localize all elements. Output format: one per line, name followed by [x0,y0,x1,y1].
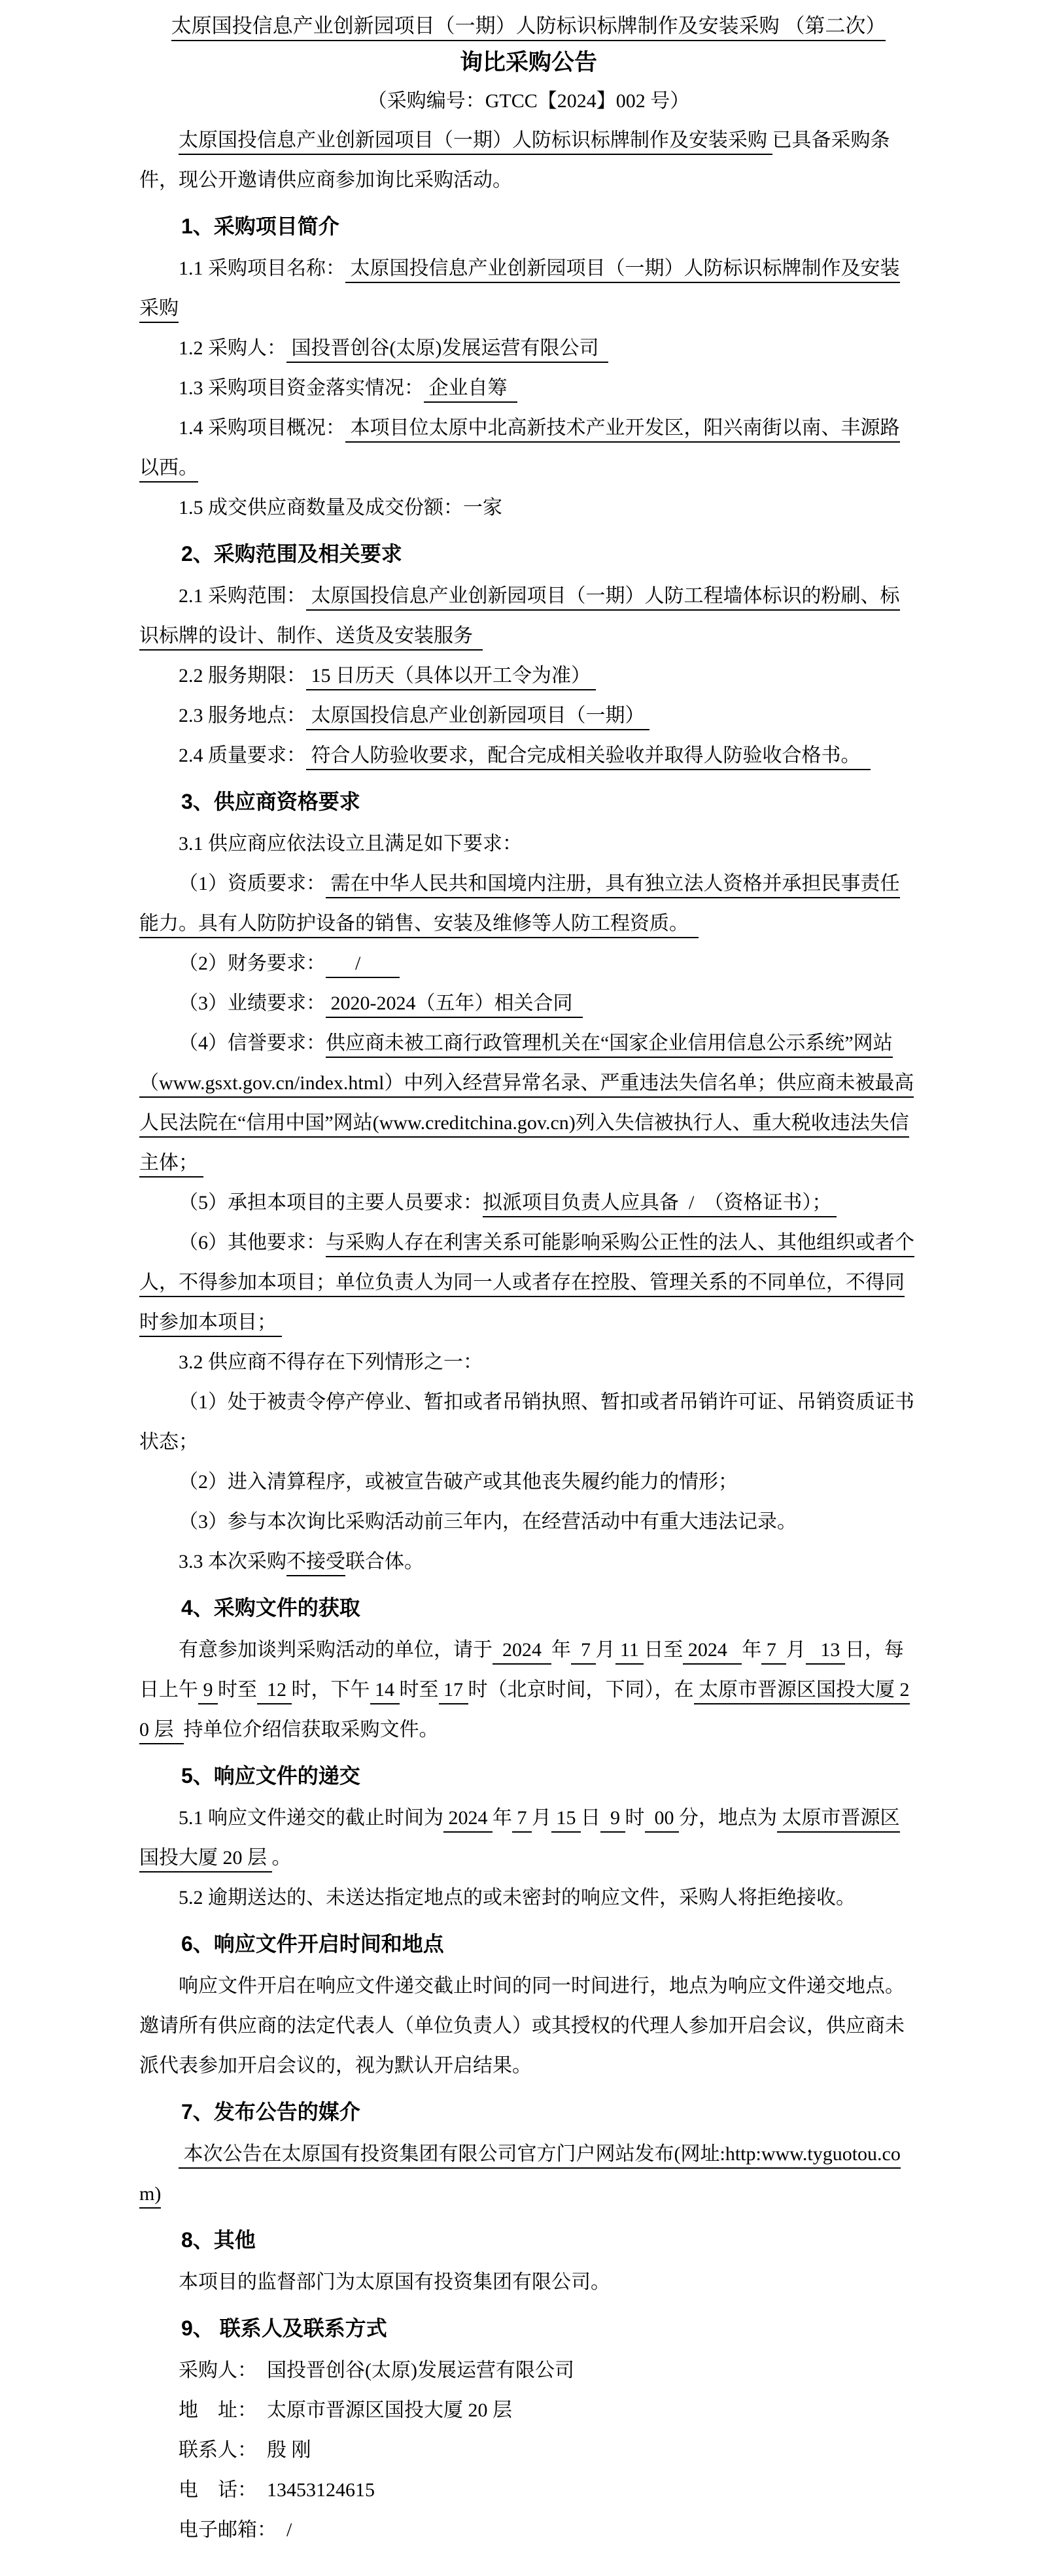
body-text: （3）参与本次询比采购活动前三年内，在经营活动中有重大违法记录。 [179,1511,797,1533]
underlined-field-text: 不接受 [286,1551,345,1576]
paragraph [139,736,918,775]
body-text: 1.5 成交供应商数量及成交份额：一家 [179,497,502,518]
paragraph [139,2470,918,2510]
underlined-field-text: 12 [257,1679,292,1704]
body-text: （3）业绩要求： [179,992,326,1014]
paragraph [139,1462,918,1502]
paragraph [139,248,918,328]
section-heading [139,2220,918,2260]
body-text: 时至 [218,1679,257,1701]
body-text: 本项目的监督部门为太原国有投资集团有限公司。 [179,2271,610,2293]
body-text: 3、供应商资格要求 [181,790,360,813]
paragraph [139,1223,918,1342]
body-text: （1）资质要求： [179,873,326,894]
body-text: 1、采购项目简介 [181,214,339,238]
underlined-field-text: 供应商未被工商行政管理机关在“国家企业信用信息公示系统”网站（www.gsxt.gov.cn/index.html）中列入经营异常名录、严重违法失信名单；供应商未被最高人民法院在“信用中国”网站(www.creditchina.gov.cn)列入失信被执行人、重大税收违法失信主体； [139,1032,914,1178]
body-text: 3.1 供应商应依法设立且满足如下要求： [179,833,522,855]
body-text: 4、采购文件的获取 [181,1596,360,1619]
project-title-text: 太原国投信息产业创新园项目（一期）人防标识标牌制作及安装采购 （第二次） [171,14,886,41]
underlined-field-text: 需在中华人民共和国境内注册，具有独立法人资格并承担民事责任能力。具有人防防护设备的销售、安装及维修等人防工程资质。 [139,873,900,938]
body-text: 时，下午 [291,1679,370,1701]
section-heading [139,2092,918,2131]
paragraph [139,1342,918,1382]
underlined-field-text: 7 [571,1639,596,1665]
underlined-field-text: 拟派项目负责人应具备 / （资格证书）； [483,1192,837,1217]
paragraph [139,1023,918,1183]
underlined-field-text: 9 [198,1679,218,1704]
body-text: 2.1 采购范围： [179,585,306,607]
paragraph [139,824,918,864]
underlined-field-text: 太原市晋源区国投大厦 20 层 [139,1807,900,1873]
underlined-field-text: 2024 [493,1639,551,1665]
body-text: 电子邮箱： / [179,2519,292,2541]
body-text: 月 [595,1639,615,1661]
body-text: 3.3 本次采购 [179,1551,286,1572]
underlined-field-text: 00 [645,1807,680,1833]
underlined-field-text: 15 日历天（具体以开工令为准） [306,665,596,690]
paragraph [139,1630,918,1750]
paragraph [139,983,918,1023]
underlined-field-text: 符合人防验收要求，配合完成相关验收并取得人防验收合格书。 [306,745,871,770]
underlined-field-text: 2024 [443,1807,493,1833]
paragraph [139,696,918,736]
underlined-field-text: 本项目位太原中北高新技术产业开发区，阳兴南街以南、丰源路以西。 [139,417,900,483]
body-text: （1）处于被责令停产停业、暂扣或者吊销执照、暂扣或者吊销许可证、吊销资质证书状态； [139,1391,914,1453]
underlined-field-text: 企业自筹 [424,377,517,403]
body-text: 分，地点为 [679,1807,777,1829]
body-text: 月 [532,1807,551,1829]
paragraph [139,1183,918,1223]
section-heading [139,1756,918,1795]
underlined-field-text: 13 [806,1639,845,1665]
body-text: 年 [551,1639,571,1661]
body-text: 2.2 服务期限： [179,665,306,686]
paragraph [139,943,918,983]
paragraph [139,656,918,696]
body-text: 1.3 采购项目资金落实情况： [179,377,424,399]
body-text: 6、响应文件开启时间和地点 [181,1932,444,1956]
body-text: 1.2 采购人： [179,337,286,359]
paragraph [139,488,918,528]
body-text: 年 [742,1639,762,1661]
underlined-field-text: 太原市晋源区国投大厦 20 层 [139,1679,910,1744]
paragraph [139,368,918,408]
underlined-field-text: 14 [370,1679,400,1704]
project-title [139,9,918,43]
procurement-ref-number: （采购编号：GTCC【2024】002 号） [367,90,690,112]
section-heading [139,1924,918,1963]
underlined-field-text: 7 [761,1639,786,1665]
body-text: 电 话： 13453124615 [179,2479,375,2501]
underlined-field-text: 太原国投信息产业创新园项目（一期） [306,705,649,730]
underlined-field-text: / [326,953,400,978]
underlined-field-text: 17 [439,1679,468,1704]
body-text: 联合体。 [345,1551,424,1572]
body-text: 联系人： 殷 刚 [179,2439,311,2461]
body-text: 2、采购范围及相关要求 [181,542,402,566]
body-text: 采购人： 国投晋创谷(太原)发展运营有限公司 [179,2360,574,2381]
body-text: 月 [786,1639,806,1661]
underlined-field-text: 2024 [683,1639,742,1665]
body-text: 时至 [399,1679,439,1701]
underlined-field-text: 2020-2024（五年）相关合同 [326,992,583,1018]
body-text: 8、其他 [181,2228,256,2252]
body-text: 9、 联系人及联系方式 [181,2316,387,2340]
body-text: 已具备采购条件，现公开邀请供应商参加询比采购活动。 [139,129,890,191]
underlined-field-text: 7 [512,1807,532,1833]
paragraph [139,408,918,488]
paragraph [139,2262,918,2302]
paragraph [139,1878,918,1918]
paragraph [139,328,918,368]
notice-title: 询比采购公告 [459,50,597,75]
section-heading [139,534,918,573]
body-text: （4）信誉要求： [179,1032,326,1054]
paragraph [139,120,918,200]
body-text: 时（北京时间，下同），在 [468,1679,694,1701]
body-text: 5、响应文件的递交 [181,1764,360,1788]
body-text: 1.1 采购项目名称： [179,258,345,279]
section-heading [139,782,918,821]
body-text: （2）财务要求： [179,953,326,974]
paragraph [139,2390,918,2430]
paragraph [139,2510,918,2550]
paragraph [139,2350,918,2390]
body-text: 日 [581,1807,600,1829]
body-text: 有意参加谈判采购活动的单位，请于 [179,1639,493,1661]
underlined-field-text: 太原国投信息产业创新园项目（一期）人防工程墙体标识的粉刷、标识标牌的设计、制作、送货及安装服务 [139,585,900,651]
body-text: 持单位介绍信获取采购文件。 [183,1719,439,1740]
body-text: 5.2 逾期送达的、未送达指定地点的或未密封的响应文件，采购人将拒绝接收。 [179,1887,856,1908]
body-text: 年 [493,1807,512,1829]
section-heading [139,1588,918,1627]
underlined-field-text: 与采购人存在利害关系可能影响采购公正性的法人、其他组织或者个人，不得参加本项目；单位负责人为同一人或者存在控股、管理关系的不同单位，不得同时参加本项目； [139,1232,914,1337]
underlined-field-text: 15 [551,1807,581,1833]
body-text: 日至 [644,1639,683,1661]
paragraph [139,1542,918,1582]
paragraph [139,1966,918,2086]
body-text: 时 [625,1807,645,1829]
underlined-field-text: 本次公告在太原国有投资集团有限公司官方门户网站发布(网址:http:www.tyguotou.com) [139,2143,901,2209]
paragraph [139,576,918,656]
paragraph [139,1382,918,1462]
body-text: 1.4 采购项目概况： [179,417,345,439]
body-text: 5.1 响应文件递交的截止时间为 [179,1807,443,1829]
underlined-field-text: 太原国投信息产业创新园项目（一期）人防标识标牌制作及安装采购 [179,129,772,155]
paragraph [139,1798,918,1878]
body-text: 地 址： 太原市晋源区国投大厦 20 层 [179,2399,512,2421]
underlined-field-text: 国投晋创谷(太原)发展运营有限公司 [286,337,608,363]
body-text: 2.3 服务地点： [179,705,306,726]
underlined-field-text: 太原国投信息产业创新园项目（一期）人防标识标牌制作及安装采购 [139,258,900,323]
paragraph [139,1502,918,1542]
body-text: 7、发布公告的媒介 [181,2100,360,2124]
underlined-field-text: 11 [615,1639,644,1665]
paragraph [139,864,918,943]
underlined-field-text: 9 [600,1807,625,1833]
section-heading [139,207,918,246]
paragraph [139,2430,918,2470]
body-text: （6）其他要求： [179,1232,326,1253]
paragraph [139,2134,918,2214]
body-text: 响应文件开启在响应文件递交截止时间的同一时间进行，地点为响应文件递交地点。邀请所有供应商的法定代表人（单位负责人）或其授权的代理人参加开启会议，供应商未派代表参加开启会议的，视为默认开启结果。 [139,1975,905,2076]
body-text: 3.2 供应商不得存在下列情形之一： [179,1351,483,1373]
body-text: （5）承担本项目的主要人员要求： [179,1192,483,1213]
section-heading [139,2309,918,2348]
document-body [139,120,918,2550]
body-text: （2）进入清算程序，或被宣告破产或其他丧失履约能力的情形； [179,1471,738,1493]
body-text: 日，每日上午 [139,1639,904,1701]
body-text: 。 [271,1847,292,1869]
body-text: 2.4 质量要求： [179,745,306,766]
